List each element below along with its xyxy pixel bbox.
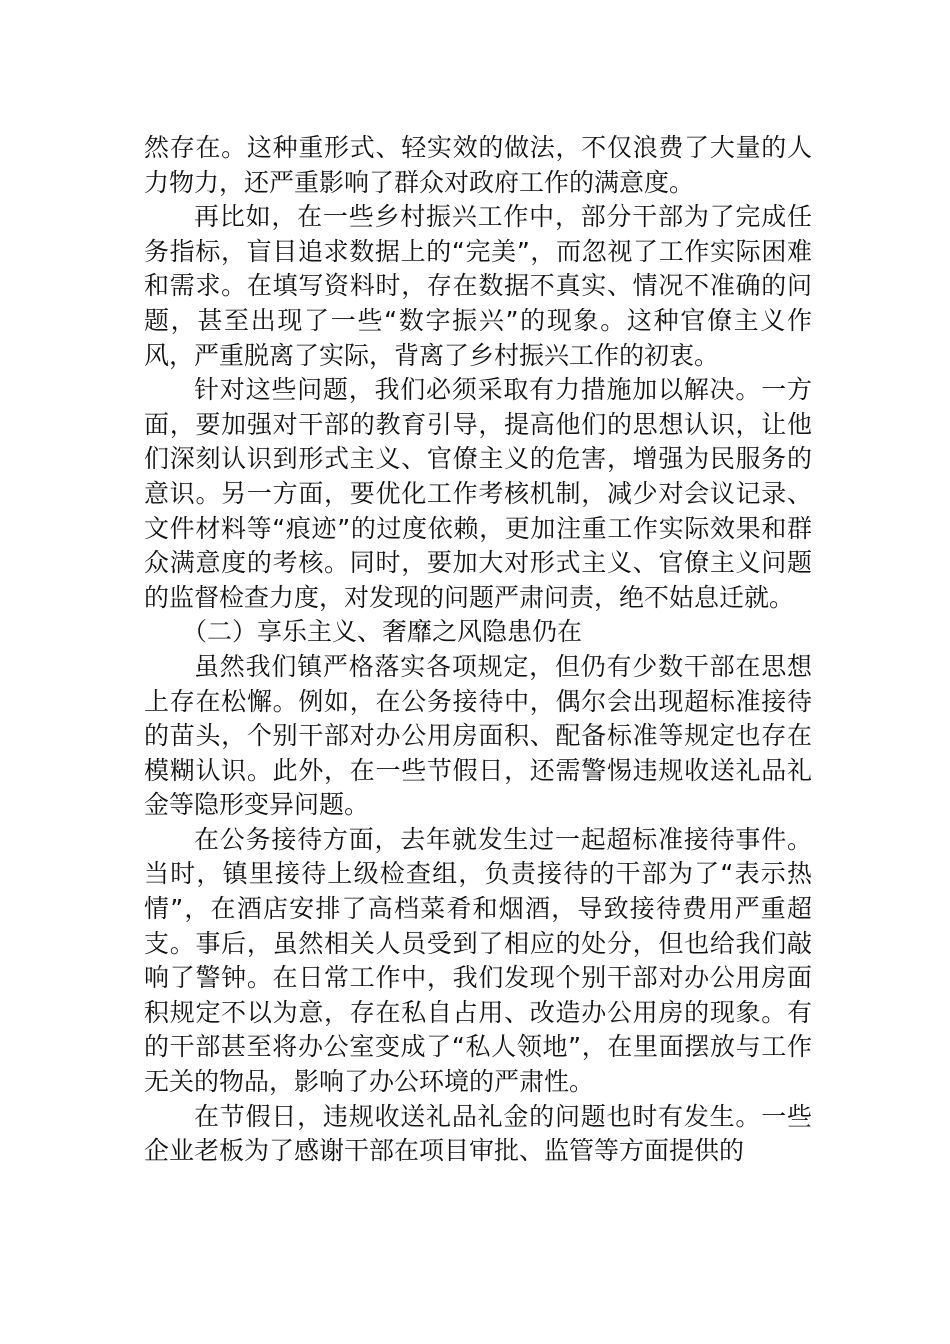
- paragraph-rural-revitalization: 再比如，在一些乡村振兴工作中，部分干部为了完成任务指标，盲目追求数据上的“完美”，而忽视了工作实际困难和需求。在填写资料时，存在数据不真实、情况不准确的问题，甚至出现了一些“数字振兴”的现象。这种官僚主义作风，严重脱离了实际，背离了乡村振兴工作的初衷。: [144, 202, 812, 370]
- section-heading-hedonism: （二）享乐主义、奢靡之风隐患仍在: [182, 617, 583, 647]
- paragraph-holiday-gifts: 在节假日，违规收送礼品礼金的问题也时有发生。一些企业老板为了感谢干部在项目审批、监管等方面提供的: [144, 1101, 812, 1166]
- paragraph-official-reception: 在公务接待方面，去年就发生过一起超标准接待事件。当时，镇里接待上级检查组，负责接待的干部为了“表示热情”，在酒店安排了高档菜肴和烟酒，导致接待费用严重超支。事后，虽然相关人员受到了相应的处分，但也给我们敲响了警钟。在日常工作中，我们发现个别干部对办公用房面积规定不以为意，存在私自占用、改造办公用房的现象。有的干部甚至将办公室变成了“私人领地”，在里面摆放与工作无关的物品，影响了办公环境的严肃性。: [144, 824, 812, 1097]
- paragraph-lax-thinking: 虽然我们镇严格落实各项规定，但仍有少数干部在思想上存在松懈。例如，在公务接待中，偶尔会出现超标准接待的苗头，个别干部对办公用房面积、配备标准等规定也存在模糊认识。此外，在一些节假日，还需警惕违规收送礼品礼金等隐形变异问题。: [144, 651, 812, 820]
- paragraph-continuation: 然存在。这种重形式、轻实效的做法，不仅浪费了大量的人力物力，还严重影响了群众对政府工作的满意度。: [144, 133, 812, 197]
- paragraph-countermeasures: 针对这些问题，我们必须采取有力措施加以解决。一方面，要加强对干部的教育引导，提高他们的思想认识，让他们深刻认识到形式主义、官僚主义的危害，增强为民服务的意识。另一方面，要优化工作考核机制，减少对会议记录、文件材料等“痕迹”的过度依赖，更加注重工作实际效果和群众满意度的考核。同时，要加大对形式主义、官僚主义问题的监督检查力度，对发现的问题严肃问责，绝不姑息迁就。: [144, 375, 812, 612]
- document-body: [144, 131, 812, 1169]
